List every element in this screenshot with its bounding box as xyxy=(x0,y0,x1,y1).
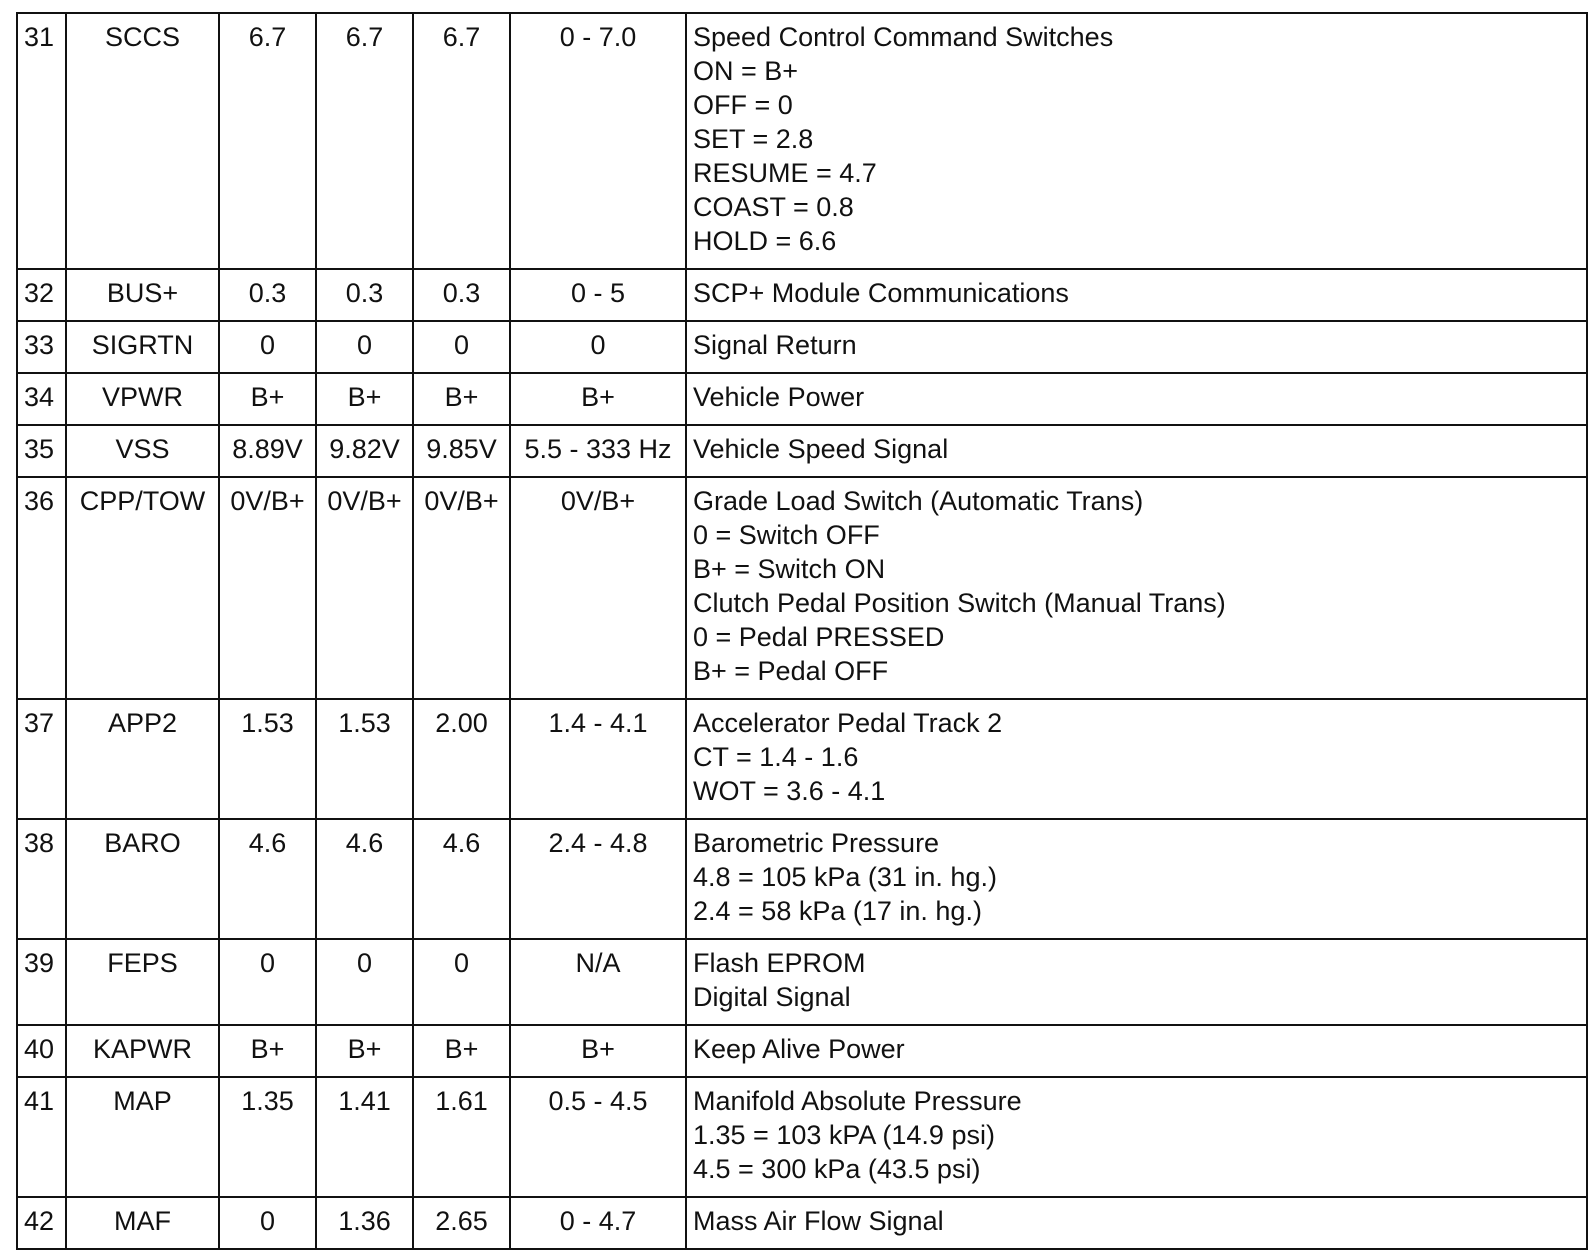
pin-number-cell: 37 xyxy=(17,699,66,819)
value-3-cell: 2.00 xyxy=(413,699,510,819)
signal-name-cell: APP2 xyxy=(66,699,219,819)
description-cell xyxy=(686,819,1587,939)
table-row xyxy=(17,1077,1587,1197)
value-range-cell: 0.5 - 4.5 xyxy=(510,1077,686,1197)
signal-name-cell: VPWR xyxy=(66,373,219,425)
description-line: Clutch Pedal Position Switch (Manual Trans) xyxy=(693,588,1226,618)
value-2-cell: 1.41 xyxy=(316,1077,413,1197)
pin-number-cell: 38 xyxy=(17,819,66,939)
value-range-cell: 0 - 4.7 xyxy=(510,1197,686,1249)
value-3-cell: 4.6 xyxy=(413,819,510,939)
value-3-cell: 0 xyxy=(413,939,510,1025)
description-line: Digital Signal xyxy=(693,982,851,1012)
value-range-cell: 1.4 - 4.1 xyxy=(510,699,686,819)
value-1-cell: 1.35 xyxy=(219,1077,316,1197)
value-3-cell: B+ xyxy=(413,1025,510,1077)
value-2-cell: 4.6 xyxy=(316,819,413,939)
pin-number-cell: 40 xyxy=(17,1025,66,1077)
value-range-cell: 5.5 - 333 Hz xyxy=(510,425,686,477)
value-range-cell: B+ xyxy=(510,373,686,425)
table-row xyxy=(17,1197,1587,1249)
signal-name-cell: MAF xyxy=(66,1197,219,1249)
description-line: Speed Control Command Switches xyxy=(693,22,1114,52)
signal-name-cell: CPP/TOW xyxy=(66,477,219,699)
description-cell xyxy=(686,425,1587,477)
value-2-cell: 0 xyxy=(316,939,413,1025)
description-line: 0 = Pedal PRESSED xyxy=(693,622,945,652)
signal-name-cell: FEPS xyxy=(66,939,219,1025)
description-line: Mass Air Flow Signal xyxy=(693,1206,944,1236)
description-line: Grade Load Switch (Automatic Trans) xyxy=(693,486,1144,516)
value-3-cell: 1.61 xyxy=(413,1077,510,1197)
pin-number-cell: 32 xyxy=(17,269,66,321)
description-line: ON = B+ xyxy=(693,56,799,86)
value-1-cell: B+ xyxy=(219,1025,316,1077)
value-3-cell: B+ xyxy=(413,373,510,425)
value-range-cell: N/A xyxy=(510,939,686,1025)
description-line: COAST = 0.8 xyxy=(693,192,854,222)
description-cell xyxy=(686,939,1587,1025)
value-range-cell: 0 xyxy=(510,321,686,373)
signal-name-cell: SCCS xyxy=(66,13,219,269)
value-2-cell: 0 xyxy=(316,321,413,373)
value-1-cell: 6.7 xyxy=(219,13,316,269)
value-range-cell: B+ xyxy=(510,1025,686,1077)
value-1-cell: 0 xyxy=(219,939,316,1025)
signal-name-cell: VSS xyxy=(66,425,219,477)
description-cell xyxy=(686,1197,1587,1249)
pin-number-cell: 39 xyxy=(17,939,66,1025)
description-line: CT = 1.4 - 1.6 xyxy=(693,742,859,772)
table-row xyxy=(17,269,1587,321)
description-cell xyxy=(686,477,1587,699)
description-line: Accelerator Pedal Track 2 xyxy=(693,708,1003,738)
table-row xyxy=(17,425,1587,477)
description-line: B+ = Pedal OFF xyxy=(693,656,889,686)
description-line: 1.35 = 103 kPA (14.9 psi) xyxy=(693,1120,995,1150)
description-cell xyxy=(686,321,1587,373)
description-line: HOLD = 6.6 xyxy=(693,226,837,256)
table-row xyxy=(17,13,1587,269)
table-row xyxy=(17,373,1587,425)
description-cell xyxy=(686,13,1587,269)
value-2-cell: 9.82V xyxy=(316,425,413,477)
value-range-cell: 0V/B+ xyxy=(510,477,686,699)
description-line: Manifold Absolute Pressure xyxy=(693,1086,1022,1116)
value-range-cell: 2.4 - 4.8 xyxy=(510,819,686,939)
value-3-cell: 0 xyxy=(413,321,510,373)
value-3-cell: 6.7 xyxy=(413,13,510,269)
description-cell xyxy=(686,1077,1587,1197)
description-line: SET = 2.8 xyxy=(693,124,814,154)
value-1-cell: 8.89V xyxy=(219,425,316,477)
value-1-cell: 4.6 xyxy=(219,819,316,939)
table-row xyxy=(17,477,1587,699)
value-2-cell: 0.3 xyxy=(316,269,413,321)
description-line: SCP+ Module Communications xyxy=(693,278,1069,308)
value-2-cell: 1.53 xyxy=(316,699,413,819)
value-range-cell: 0 - 7.0 xyxy=(510,13,686,269)
description-line: Keep Alive Power xyxy=(693,1034,905,1064)
description-line: OFF = 0 xyxy=(693,90,793,120)
signal-name-cell: BARO xyxy=(66,819,219,939)
pin-number-cell: 42 xyxy=(17,1197,66,1249)
value-1-cell: 0 xyxy=(219,321,316,373)
value-2-cell: 0V/B+ xyxy=(316,477,413,699)
pin-number-cell: 31 xyxy=(17,13,66,269)
table-row xyxy=(17,939,1587,1025)
value-2-cell: B+ xyxy=(316,373,413,425)
value-1-cell: 1.53 xyxy=(219,699,316,819)
value-3-cell: 0V/B+ xyxy=(413,477,510,699)
description-line: 4.8 = 105 kPa (31 in. hg.) xyxy=(693,862,997,892)
value-1-cell: 0 xyxy=(219,1197,316,1249)
description-line: 4.5 = 300 kPa (43.5 psi) xyxy=(693,1154,981,1184)
description-line: 2.4 = 58 kPa (17 in. hg.) xyxy=(693,896,982,926)
value-range-cell: 0 - 5 xyxy=(510,269,686,321)
pin-number-cell: 41 xyxy=(17,1077,66,1197)
value-2-cell: B+ xyxy=(316,1025,413,1077)
description-cell xyxy=(686,373,1587,425)
signal-name-cell: MAP xyxy=(66,1077,219,1197)
table-row xyxy=(17,819,1587,939)
pin-data-table xyxy=(16,12,1588,1250)
value-1-cell: B+ xyxy=(219,373,316,425)
value-3-cell: 9.85V xyxy=(413,425,510,477)
value-3-cell: 2.65 xyxy=(413,1197,510,1249)
description-line: B+ = Switch ON xyxy=(693,554,886,584)
pin-number-cell: 34 xyxy=(17,373,66,425)
description-line: RESUME = 4.7 xyxy=(693,158,877,188)
description-line: Vehicle Power xyxy=(693,382,865,412)
pin-number-cell: 35 xyxy=(17,425,66,477)
signal-name-cell: SIGRTN xyxy=(66,321,219,373)
value-2-cell: 1.36 xyxy=(316,1197,413,1249)
description-cell xyxy=(686,699,1587,819)
description-line: Flash EPROM xyxy=(693,948,866,978)
table-body xyxy=(17,13,1587,1249)
value-1-cell: 0.3 xyxy=(219,269,316,321)
description-line: 0 = Switch OFF xyxy=(693,520,880,550)
description-cell xyxy=(686,1025,1587,1077)
value-2-cell: 6.7 xyxy=(316,13,413,269)
signal-name-cell: KAPWR xyxy=(66,1025,219,1077)
table-row xyxy=(17,1025,1587,1077)
description-line: Vehicle Speed Signal xyxy=(693,434,949,464)
value-1-cell: 0V/B+ xyxy=(219,477,316,699)
description-cell xyxy=(686,269,1587,321)
description-line: WOT = 3.6 - 4.1 xyxy=(693,776,886,806)
pin-number-cell: 36 xyxy=(17,477,66,699)
table-row xyxy=(17,321,1587,373)
pin-number-cell: 33 xyxy=(17,321,66,373)
description-line: Barometric Pressure xyxy=(693,828,940,858)
value-3-cell: 0.3 xyxy=(413,269,510,321)
table-row xyxy=(17,699,1587,819)
signal-name-cell: BUS+ xyxy=(66,269,219,321)
description-line: Signal Return xyxy=(693,330,857,360)
